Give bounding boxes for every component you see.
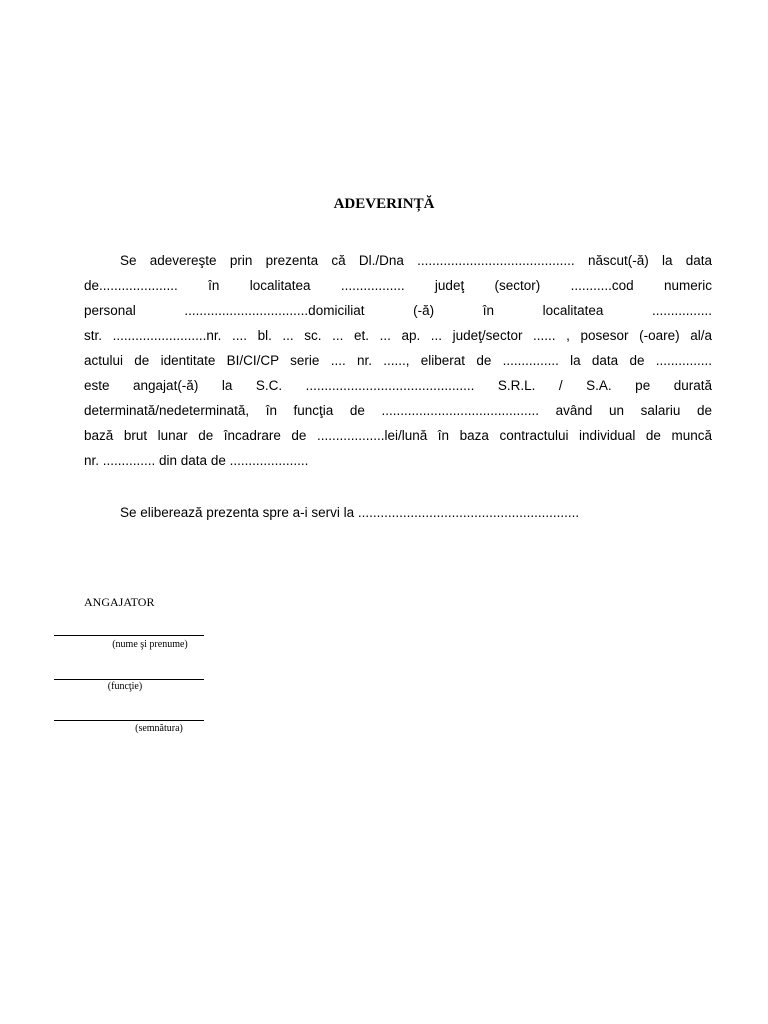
caption-function: (funcţie): [107, 681, 143, 692]
body-line: nr. .............. din data de .....................: [84, 453, 309, 468]
body-line: str. .........................nr. .... bl. ... sc. ... et. ... ap. ... judeţ/sector ...... , posesor (-oare) al/a: [84, 328, 712, 343]
purpose-line: Se eliberează prezenta spre a-i servi la ...........................................................: [120, 505, 580, 520]
purpose-paragraph: [84, 500, 712, 525]
signature-line-function: [54, 679, 204, 680]
caption-signature: (semnătura): [135, 723, 183, 734]
body-line: este angajat(-ă) la S.C. ............................................. S.R.L. / S.A. pe durată: [84, 378, 712, 393]
caption-name: (nume şi prenume): [112, 639, 188, 650]
body-line: determinată/nedeterminată, în funcţia de .......................................... având un salariu de: [84, 403, 712, 418]
certificate-body-paragraph: [84, 248, 712, 473]
body-line: Se adevereşte prin prezenta că Dl./Dna .......................................... născut(-ă) la data: [120, 253, 712, 268]
body-line: actului de identitate BI/CI/CP serie .... nr. ......, eliberat de ............... la data de ...............: [84, 353, 712, 368]
body-line: de..................... în localitatea ................. judeţ (sector) ...........cod numeric: [84, 278, 712, 293]
document-title: ADEVERINȚĂ: [333, 196, 435, 212]
body-line: personal .................................domiciliat (-ă) în localitatea ................: [84, 303, 712, 318]
signature-line-signature: [54, 720, 204, 721]
signature-line-name: [54, 635, 204, 636]
body-line: bază brut lunar de încadrare de ..................lei/lună în baza contractului individual de muncă: [84, 428, 712, 443]
employer-label: ANGAJATOR: [84, 595, 155, 609]
